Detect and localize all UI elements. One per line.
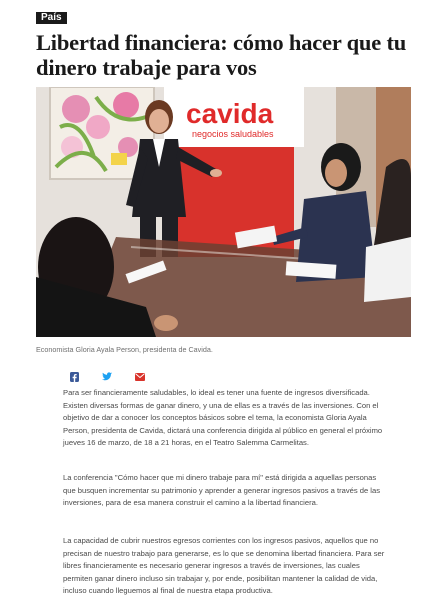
section-tag[interactable]: País bbox=[36, 12, 67, 24]
share-facebook-button[interactable] bbox=[69, 371, 80, 382]
article-paragraph: La conferencia "Cómo hacer que mi dinero trabaje para mí" está dirigida a aquellas personas que busquen incrementar su patrimonio y aprender a generar ingresos pasivos a través de las inversiones, para de esa manera construir el camino a la libertad financiera. bbox=[63, 473, 381, 507]
photo-caption: Economista Gloria Ayala Person, presidenta de Cavida. bbox=[36, 345, 213, 354]
article-paragraph: La capacidad de cubrir nuestros egresos corrientes con los ingresos pasivos, aquellos que no precisan de nuestro trabajo para generarse, es lo que se denomina libertad financiera. Para ser libres financieramente es necesario generar ingresos a través de inversiones, las cuales permiten ganar dinero incluso sin trabajar y, por ende, posibilitan mantener la calidad de vida, incluso cuando lleguemos al final de nuestra etapa productiva. bbox=[63, 536, 385, 595]
article-paragraph: Para ser financieramente saludables, lo ideal es tener una fuente de ingresos diversificada. Existen diversas formas de ganar dinero, y una de ellas es a través de las inversiones. Con el objetivo de dar a conocer los conceptos básicos sobre el tema, la economista Gloria Ayala Person, presidenta de Cavida, dictará una conferencia dirigida al público en general el próximo jueves 16 de marzo, de 18 a 21 horas, en el Teatro Salemma Carmelitas. bbox=[63, 388, 383, 447]
sign-brand: cavida bbox=[186, 98, 274, 129]
twitter-icon bbox=[102, 372, 112, 381]
share-twitter-button[interactable] bbox=[101, 371, 112, 382]
facebook-icon bbox=[70, 372, 79, 382]
sign-tagline: negocios saludables bbox=[192, 129, 274, 139]
email-icon bbox=[135, 373, 145, 381]
article-headline: Libertad financiera: cómo hacer que tu dinero trabaje para vos bbox=[36, 30, 407, 80]
share-email-button[interactable] bbox=[134, 371, 145, 382]
conference-photo-illustration bbox=[36, 87, 411, 337]
cavida-sign bbox=[164, 87, 304, 257]
article-photo bbox=[36, 87, 411, 337]
